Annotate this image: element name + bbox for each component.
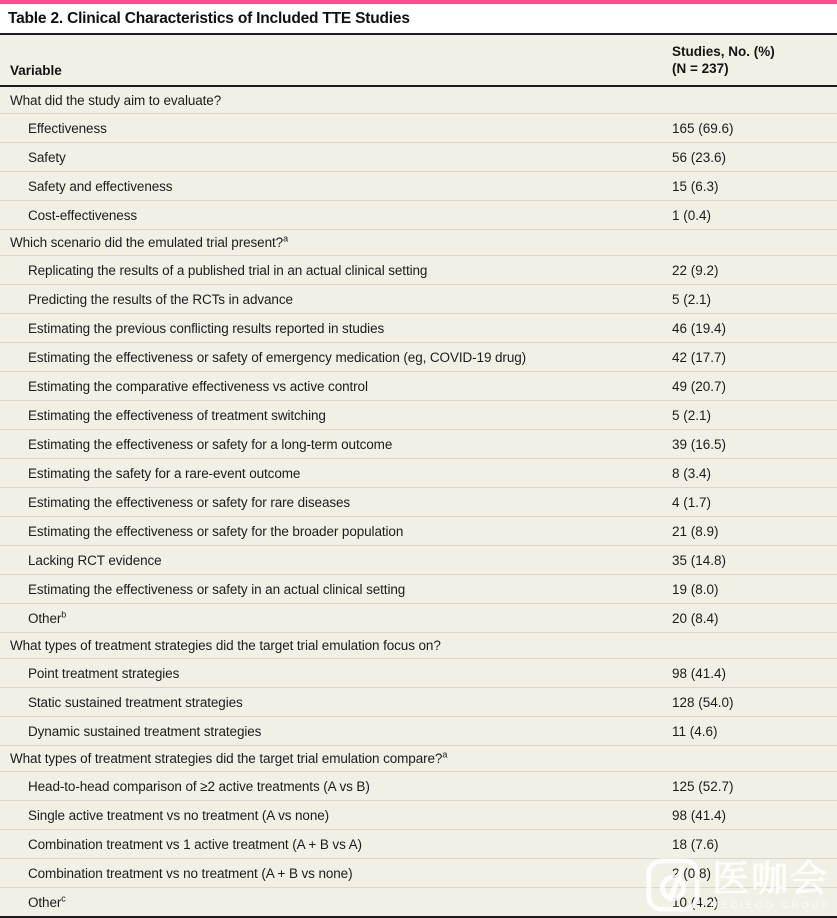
table-title-bar xyxy=(0,4,837,33)
watermark-text-cn: 医咖会 xyxy=(712,857,830,899)
row-value: 11 (4.6) xyxy=(672,723,718,739)
row-label: Replicating the results of a published trial in an actual clinical setting xyxy=(28,262,428,278)
row-label: Effectiveness xyxy=(28,120,107,136)
row-label-cell xyxy=(0,292,672,307)
row-label-cell xyxy=(0,779,672,794)
section-label-cell xyxy=(0,235,672,250)
section-label: What did the study aim to evaluate? xyxy=(10,92,222,108)
row-label: Dynamic sustained treatment strategies xyxy=(28,723,262,739)
row-label-cell xyxy=(0,808,672,823)
table-row xyxy=(0,716,837,745)
row-label: Cost-effectiveness xyxy=(28,207,138,223)
table-row xyxy=(0,887,837,916)
row-value: 98 (41.4) xyxy=(672,807,727,823)
table-row xyxy=(0,113,837,142)
table-row xyxy=(0,142,837,171)
table-row xyxy=(0,516,837,545)
row-value: 39 (16.5) xyxy=(672,436,727,452)
row-label: Safety and effectiveness xyxy=(28,178,173,194)
footnote-marker: a xyxy=(442,749,448,760)
row-label: Estimating the comparative effectiveness vs active control xyxy=(28,378,368,394)
section-label-cell xyxy=(0,93,672,108)
row-label-cell xyxy=(0,150,672,165)
table-row xyxy=(0,371,837,400)
row-label: Estimating the effectiveness or safety for the broader population xyxy=(28,523,404,539)
table-row xyxy=(0,829,837,858)
section-header-row xyxy=(0,745,837,771)
footnote-marker: a xyxy=(283,233,288,244)
row-label: Other xyxy=(28,894,62,910)
row-label: Other xyxy=(28,610,62,626)
row-label: Estimating the effectiveness of treatment switching xyxy=(28,407,326,423)
row-label: Estimating the effectiveness or safety for rare diseases xyxy=(28,494,351,510)
section-header-row xyxy=(0,229,837,255)
row-label: Predicting the results of the RCTs in advance xyxy=(28,291,293,307)
row-label: Estimating the previous conflicting results reported in studies xyxy=(28,320,385,336)
row-label: Combination treatment vs 1 active treatment (A + B vs A) xyxy=(28,836,362,852)
section-label: What types of treatment strategies did the target trial emulation focus on? xyxy=(10,638,441,653)
row-label-cell xyxy=(0,524,672,539)
table-row xyxy=(0,658,837,687)
row-value: 2 (0.8) xyxy=(672,865,712,881)
table-row xyxy=(0,342,837,371)
watermark-text-en: MEDIECO GROUP xyxy=(710,900,831,912)
row-label: Safety xyxy=(28,149,66,165)
row-value: 1 (0.4) xyxy=(672,207,712,223)
section-label: What types of treatment strategies did the target trial emulation compare? xyxy=(10,751,443,766)
row-label-cell xyxy=(0,611,672,626)
column-header-variable: Variable xyxy=(10,63,62,78)
table-row xyxy=(0,858,837,887)
table-row xyxy=(0,771,837,800)
row-label-cell xyxy=(0,208,672,223)
row-value: 165 (69.6) xyxy=(672,120,734,136)
table-row xyxy=(0,313,837,342)
row-value: 125 (52.7) xyxy=(672,778,734,794)
row-value: 18 (7.6) xyxy=(672,836,719,852)
row-label-cell xyxy=(0,179,672,194)
row-label-cell xyxy=(0,837,672,852)
table-row xyxy=(0,687,837,716)
row-value: 56 (23.6) xyxy=(672,149,727,165)
table-row xyxy=(0,458,837,487)
row-value: 19 (8.0) xyxy=(672,581,719,597)
row-label-cell xyxy=(0,263,672,278)
row-label: Lacking RCT evidence xyxy=(28,552,162,568)
column-header-studies-line2: (N = 237) xyxy=(672,61,729,77)
row-label: Estimating the effectiveness or safety in an actual clinical setting xyxy=(28,581,406,597)
row-label: Estimating the safety for a rare-event outcome xyxy=(28,465,301,481)
section-label: Which scenario did the emulated trial present? xyxy=(10,235,284,250)
row-value: 4 (1.7) xyxy=(672,494,712,510)
row-label: Combination treatment vs no treatment (A + B vs none) xyxy=(28,865,353,881)
section-header-row xyxy=(0,87,837,113)
section-label-cell xyxy=(0,751,672,766)
table-row xyxy=(0,800,837,829)
table-row xyxy=(0,200,837,229)
row-label-cell xyxy=(0,895,672,910)
row-value: 5 (2.1) xyxy=(672,291,712,307)
table-body xyxy=(0,87,837,916)
row-value: 20 (8.4) xyxy=(672,610,719,626)
table-row xyxy=(0,603,837,632)
row-value: 15 (6.3) xyxy=(672,178,719,194)
row-value: 46 (19.4) xyxy=(672,320,727,336)
row-label-cell xyxy=(0,553,672,568)
table-row xyxy=(0,574,837,603)
column-header-studies xyxy=(672,43,837,78)
row-label-cell xyxy=(0,121,672,136)
footnote-marker: c xyxy=(61,893,66,903)
column-header-studies-line1: Studies, No. (%) xyxy=(672,43,775,59)
footnote-marker: b xyxy=(61,609,67,619)
row-label-cell xyxy=(0,437,672,452)
section-header-row xyxy=(0,632,837,658)
row-value: 21 (8.9) xyxy=(672,523,719,539)
table-row xyxy=(0,429,837,458)
row-label-cell xyxy=(0,724,672,739)
table-row xyxy=(0,400,837,429)
row-label-cell xyxy=(0,321,672,336)
row-value: 42 (17.7) xyxy=(672,349,727,365)
row-label-cell xyxy=(0,695,672,710)
table-row xyxy=(0,545,837,574)
row-value: 10 (4.2) xyxy=(672,894,719,910)
row-label: Estimating the effectiveness or safety of emergency medication (eg, COVID-19 drug) xyxy=(28,349,527,365)
row-label: Single active treatment vs no treatment (A vs none) xyxy=(28,807,330,823)
row-value: 5 (2.1) xyxy=(672,407,712,423)
row-value: 128 (54.0) xyxy=(672,694,734,710)
row-label-cell xyxy=(0,495,672,510)
row-value: 8 (3.4) xyxy=(672,465,712,481)
table-title: Table 2. Clinical Characteristics of Included TTE Studies xyxy=(8,9,410,27)
table-row xyxy=(0,255,837,284)
table-header xyxy=(0,35,837,85)
table-row xyxy=(0,171,837,200)
row-label-cell xyxy=(0,408,672,423)
row-label: Static sustained treatment strategies xyxy=(28,694,243,710)
row-value: 49 (20.7) xyxy=(672,378,727,394)
row-label: Point treatment strategies xyxy=(28,665,180,681)
row-value: 98 (41.4) xyxy=(672,665,727,681)
section-label-cell xyxy=(0,638,672,653)
row-value: 22 (9.2) xyxy=(672,262,719,278)
row-value: 35 (14.8) xyxy=(672,552,727,568)
row-label-cell xyxy=(0,350,672,365)
row-label-cell xyxy=(0,866,672,881)
row-label-cell xyxy=(0,379,672,394)
table-row xyxy=(0,487,837,516)
table-row xyxy=(0,284,837,313)
row-label-cell xyxy=(0,582,672,597)
row-label-cell xyxy=(0,666,672,681)
row-label-cell xyxy=(0,466,672,481)
row-label: Head-to-head comparison of ≥2 active treatments (A vs B) xyxy=(28,778,370,794)
row-label: Estimating the effectiveness or safety for a long-term outcome xyxy=(28,436,393,452)
